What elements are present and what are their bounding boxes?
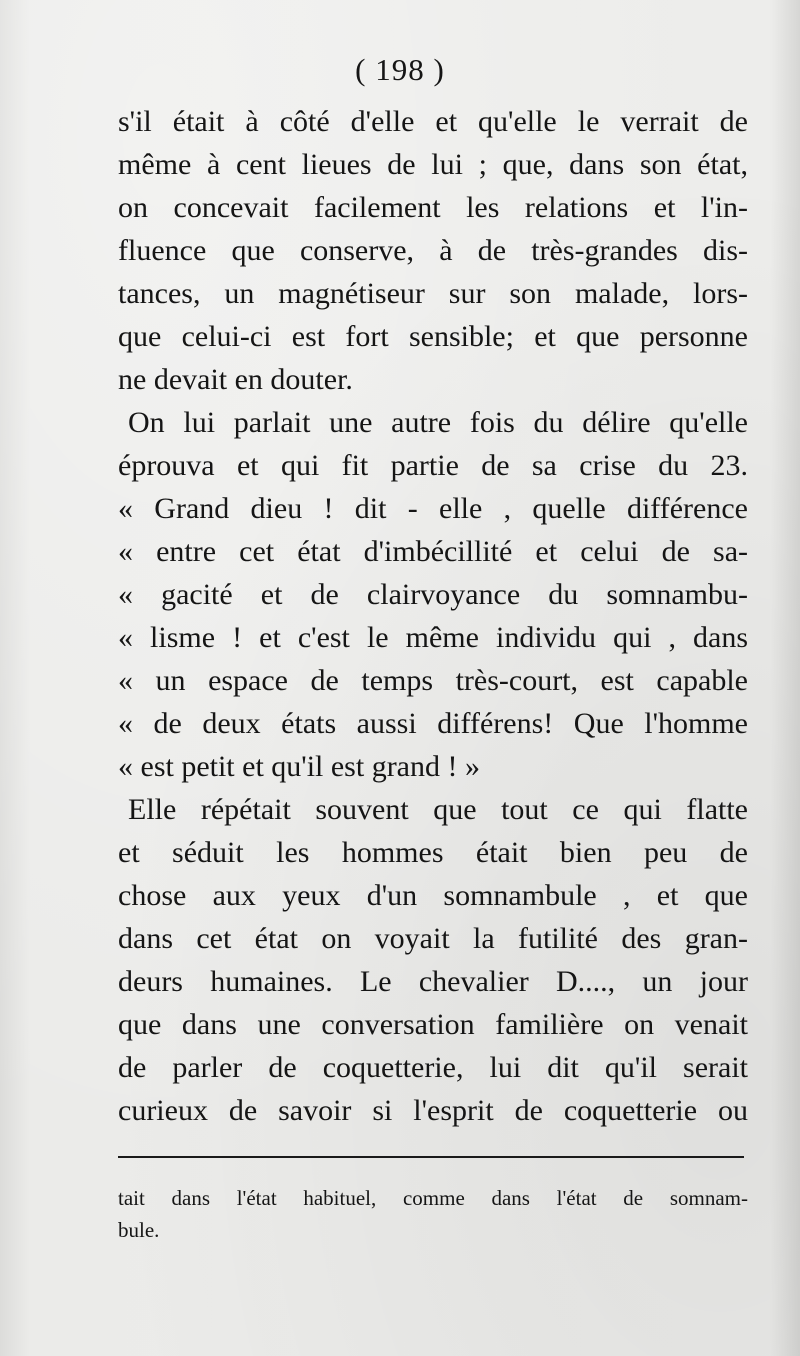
body-text <box>118 100 748 1132</box>
footnote-line: bule. <box>118 1218 160 1242</box>
text-line: curieux de savoir si l'esprit de coquetterie ou <box>118 1094 748 1127</box>
quote-line: « est petit et qu'il est grand ! » <box>118 750 480 783</box>
text-line: et séduit les hommes était bien peu de <box>118 836 748 869</box>
text-line: de parler de coquetterie, lui dit qu'il serait <box>118 1051 748 1084</box>
text-line: s'il était à côté d'elle et qu'elle le verrait de <box>118 105 748 138</box>
footnote <box>118 1182 748 1246</box>
text-line: chose aux yeux d'un somnambule , et que <box>118 879 748 912</box>
quote-line: « gacité et de clairvoyance du somnambu- <box>118 578 748 611</box>
text-line: deurs humaines. Le chevalier D...., un jour <box>118 965 748 998</box>
text-line: que celui-ci est fort sensible; et que personne <box>118 320 748 353</box>
paragraph-start-line: On lui parlait une autre fois du délire qu'elle <box>128 406 748 439</box>
text-line: que dans une conversation familière on venait <box>118 1008 748 1041</box>
text-line: éprouva et qui fit partie de sa crise du 23. <box>118 449 748 482</box>
footnote-divider <box>118 1156 744 1158</box>
quote-line: « entre cet état d'imbécillité et celui de sa- <box>118 535 748 568</box>
text-line: tances, un magnétiseur sur son malade, lors- <box>118 277 748 310</box>
text-line: même à cent lieues de lui ; que, dans son état, <box>118 148 748 181</box>
quote-line: « Grand dieu ! dit - elle , quelle différence <box>118 492 748 525</box>
quote-line: « lisme ! et c'est le même individu qui , dans <box>118 621 748 654</box>
text-line: dans cet état on voyait la futilité des gran- <box>118 922 748 955</box>
text-line: fluence que conserve, à de très-grandes dis- <box>118 234 748 267</box>
footnote-line: tait dans l'état habituel, comme dans l'état de somnam- <box>118 1186 748 1210</box>
paragraph-start-line: Elle répétait souvent que tout ce qui flatte <box>128 793 748 826</box>
quote-line: « un espace de temps très-court, est capable <box>118 664 748 697</box>
text-line: on concevait facilement les relations et l'in- <box>118 191 748 224</box>
page-number: ( 198 ) <box>355 52 445 87</box>
text-line: ne devait en douter. <box>118 363 353 396</box>
quote-line: « de deux états aussi différens! Que l'homme <box>118 707 748 740</box>
